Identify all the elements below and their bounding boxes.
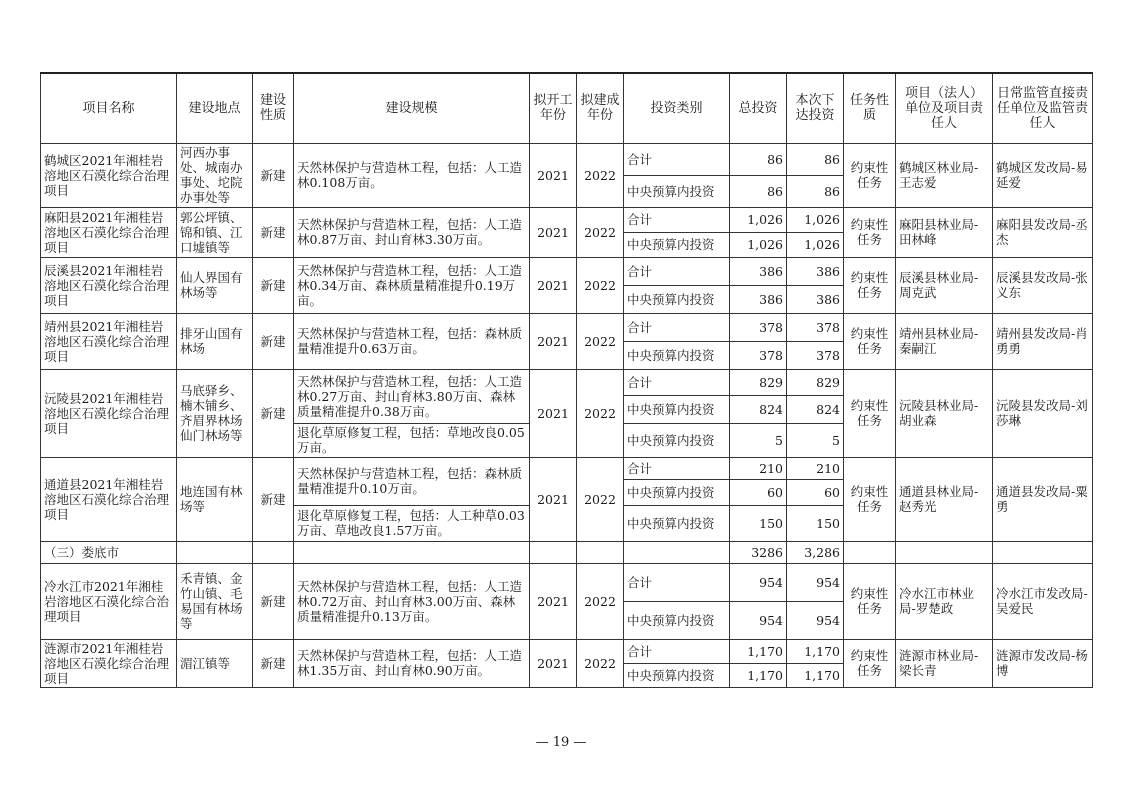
header-task-nature: 任务性质 [844, 73, 896, 143]
table-row [41, 639, 1093, 663]
project-scale: 天然林保护与营造林工程，包括：人工造林0.108万亩。 [294, 143, 530, 207]
responsible-unit: 通道县林业局-赵秀光 [896, 457, 993, 541]
supervisor-unit: 冷水江市发改局-吴爱民 [993, 563, 1093, 639]
start-year: 2021 [530, 143, 577, 207]
start-year: 2021 [530, 457, 577, 541]
section-row [41, 541, 1093, 563]
project-scale: 天然林保护与营造林工程，包括：人工造林0.34万亩、森林质量精准提升0.19万亩。 [294, 257, 530, 313]
total-investment: 386 [730, 257, 787, 285]
header-this-batch: 本次下达投资 [787, 73, 844, 143]
responsible-unit: 冷水江市林业局-罗楚政 [896, 563, 993, 639]
end-year: 2022 [577, 257, 624, 313]
project-location: 河西办事处、城南办事处、坨院办事处等 [177, 143, 253, 207]
header-nature: 建设性质 [253, 73, 294, 143]
responsible-unit: 辰溪县林业局-周克武 [896, 257, 993, 313]
project-nature: 新建 [253, 369, 294, 457]
project-scale: 天然林保护与营造林工程，包括：人工造林1.35万亩、封山育林0.90万亩。 [294, 639, 530, 687]
total-investment: 386 [730, 285, 787, 313]
supervisor-unit: 靖州县发改局-肖勇勇 [993, 313, 1093, 369]
total-investment: 378 [730, 341, 787, 369]
project-location: 湄江镇等 [177, 639, 253, 687]
project-scale: 天然林保护与营造林工程，包括：人工造林0.87万亩、封山育林3.30万亩。 [294, 207, 530, 257]
batch-investment: 378 [787, 313, 844, 341]
total-investment: 954 [730, 601, 787, 639]
batch-investment: 150 [787, 505, 844, 541]
supervisor-unit: 鹤城区发改局-易延爱 [993, 143, 1093, 207]
task-nature: 约束性任务 [844, 257, 896, 313]
invest-type: 中央预算内投资 [624, 601, 730, 639]
project-scale: 退化草原修复工程，包括：人工种草0.03万亩、草地改良1.57万亩。 [294, 505, 530, 541]
invest-type: 合计 [624, 257, 730, 285]
task-nature: 约束性任务 [844, 639, 896, 687]
table-row [41, 369, 1093, 395]
end-year: 2022 [577, 143, 624, 207]
invest-type: 合计 [624, 143, 730, 175]
responsible-unit: 靖州县林业局-秦嗣江 [896, 313, 993, 369]
section-label: （三）娄底市 [41, 541, 177, 563]
invest-type: 中央预算内投资 [624, 341, 730, 369]
start-year: 2021 [530, 313, 577, 369]
project-nature: 新建 [253, 457, 294, 541]
end-year: 2022 [577, 369, 624, 457]
batch-investment: 5 [787, 423, 844, 457]
total-investment: 1,026 [730, 207, 787, 232]
invest-type: 合计 [624, 563, 730, 601]
project-location: 仙人界国有林场等 [177, 257, 253, 313]
project-table [40, 72, 1093, 688]
header-location: 建设地点 [177, 73, 253, 143]
batch-investment: 824 [787, 395, 844, 423]
batch-investment: 1,026 [787, 207, 844, 232]
total-investment: 210 [730, 457, 787, 479]
total-investment: 60 [730, 479, 787, 505]
supervisor-unit: 涟源市发改局-杨博 [993, 639, 1093, 687]
batch-investment: 60 [787, 479, 844, 505]
project-name: 通道县2021年湘桂岩溶地区石漠化综合治理项目 [41, 457, 177, 541]
section-batch: 3,286 [787, 541, 844, 563]
batch-investment: 829 [787, 369, 844, 395]
table-row [41, 257, 1093, 285]
task-nature: 约束性任务 [844, 143, 896, 207]
invest-type: 中央预算内投资 [624, 423, 730, 457]
supervisor-unit: 麻阳县发改局-丞杰 [993, 207, 1093, 257]
project-location: 地连国有林场等 [177, 457, 253, 541]
header-supervisor: 日常监管直接责任单位及监管责任人 [993, 73, 1093, 143]
header-invest-type: 投资类别 [624, 73, 730, 143]
end-year: 2022 [577, 563, 624, 639]
invest-type: 中央预算内投资 [624, 175, 730, 207]
total-investment: 1,026 [730, 232, 787, 257]
project-location: 马底驿乡、楠木铺乡、齐眉界林场仙门林场等 [177, 369, 253, 457]
project-nature: 新建 [253, 257, 294, 313]
start-year: 2021 [530, 563, 577, 639]
total-investment: 378 [730, 313, 787, 341]
batch-investment: 386 [787, 257, 844, 285]
supervisor-unit: 辰溪县发改局-张义东 [993, 257, 1093, 313]
total-investment: 86 [730, 175, 787, 207]
batch-investment: 1,170 [787, 663, 844, 687]
project-name: 麻阳县2021年湘桂岩溶地区石漠化综合治理项目 [41, 207, 177, 257]
supervisor-unit: 通道县发改局-粟勇 [993, 457, 1093, 541]
project-nature: 新建 [253, 143, 294, 207]
project-location: 排牙山国有林场 [177, 313, 253, 369]
project-scale: 天然林保护与营造林工程，包括：人工造林0.72万亩、封山育林3.00万亩、森林质量精准提升0.13万亩。 [294, 563, 530, 639]
project-name: 辰溪县2021年湘桂岩溶地区石漠化综合治理项目 [41, 257, 177, 313]
start-year: 2021 [530, 639, 577, 687]
end-year: 2022 [577, 639, 624, 687]
batch-investment: 954 [787, 601, 844, 639]
header-total: 总投资 [730, 73, 787, 143]
start-year: 2021 [530, 257, 577, 313]
start-year: 2021 [530, 369, 577, 457]
responsible-unit: 麻阳县林业局-田林峰 [896, 207, 993, 257]
supervisor-unit: 沅陵县发改局-刘莎琳 [993, 369, 1093, 457]
header-unit: 项目（法人）单位及项目责任人 [896, 73, 993, 143]
invest-type: 中央预算内投资 [624, 395, 730, 423]
responsible-unit: 沅陵县林业局-胡业森 [896, 369, 993, 457]
project-location: 郭公坪镇、锦和镇、江口墟镇等 [177, 207, 253, 257]
total-investment: 86 [730, 143, 787, 175]
header-end-year: 拟建成年份 [577, 73, 624, 143]
project-location: 禾青镇、金竹山镇、毛易国有林场等 [177, 563, 253, 639]
invest-type: 中央预算内投资 [624, 232, 730, 257]
total-investment: 829 [730, 369, 787, 395]
table-row [41, 313, 1093, 341]
batch-investment: 378 [787, 341, 844, 369]
end-year: 2022 [577, 207, 624, 257]
project-nature: 新建 [253, 313, 294, 369]
section-total: 3286 [730, 541, 787, 563]
table-row [41, 563, 1093, 601]
responsible-unit: 鹤城区林业局-王志爱 [896, 143, 993, 207]
page-number: — 19 — [535, 735, 587, 750]
total-investment: 150 [730, 505, 787, 541]
invest-type: 中央预算内投资 [624, 285, 730, 313]
header-row [41, 73, 1093, 143]
batch-investment: 86 [787, 143, 844, 175]
total-investment: 5 [730, 423, 787, 457]
invest-type: 中央预算内投资 [624, 505, 730, 541]
total-investment: 954 [730, 563, 787, 601]
batch-investment: 954 [787, 563, 844, 601]
invest-type: 中央预算内投资 [624, 663, 730, 687]
project-name: 鹤城区2021年湘桂岩溶地区石漠化综合治理项目 [41, 143, 177, 207]
total-investment: 824 [730, 395, 787, 423]
batch-investment: 1,026 [787, 232, 844, 257]
header-name: 项目名称 [41, 73, 177, 143]
project-name: 涟源市2021年湘桂岩溶地区石漠化综合治理项目 [41, 639, 177, 687]
project-nature: 新建 [253, 563, 294, 639]
invest-type: 合计 [624, 369, 730, 395]
project-scale: 天然林保护与营造林工程，包括：森林质量精准提升0.63万亩。 [294, 313, 530, 369]
document-sheet [40, 72, 1092, 688]
invest-type: 合计 [624, 639, 730, 663]
project-nature: 新建 [253, 639, 294, 687]
batch-investment: 1,170 [787, 639, 844, 663]
project-nature: 新建 [253, 207, 294, 257]
invest-type: 合计 [624, 313, 730, 341]
header-start-year: 拟开工年份 [530, 73, 577, 143]
table-row [41, 143, 1093, 175]
project-name: 沅陵县2021年湘桂岩溶地区石漠化综合治理项目 [41, 369, 177, 457]
invest-type: 中央预算内投资 [624, 479, 730, 505]
batch-investment: 210 [787, 457, 844, 479]
task-nature: 约束性任务 [844, 313, 896, 369]
end-year: 2022 [577, 313, 624, 369]
table-row [41, 457, 1093, 479]
total-investment: 1,170 [730, 663, 787, 687]
batch-investment: 86 [787, 175, 844, 207]
task-nature: 约束性任务 [844, 563, 896, 639]
table-row [41, 207, 1093, 232]
start-year: 2021 [530, 207, 577, 257]
invest-type: 合计 [624, 457, 730, 479]
task-nature: 约束性任务 [844, 369, 896, 457]
project-name: 靖州县2021年湘桂岩溶地区石漠化综合治理项目 [41, 313, 177, 369]
project-scale: 天然林保护与营造林工程，包括：森林质量精准提升0.10万亩。 [294, 457, 530, 505]
batch-investment: 386 [787, 285, 844, 313]
header-scale: 建设规模 [294, 73, 530, 143]
responsible-unit: 涟源市林业局-梁长青 [896, 639, 993, 687]
end-year: 2022 [577, 457, 624, 541]
project-scale: 天然林保护与营造林工程，包括：人工造林0.27万亩、封山育林3.80万亩、森林质量精准提升0.38万亩。 [294, 369, 530, 423]
task-nature: 约束性任务 [844, 457, 896, 541]
task-nature: 约束性任务 [844, 207, 896, 257]
project-name: 冷水江市2021年湘桂岩溶地区石漠化综合治理项目 [41, 563, 177, 639]
invest-type: 合计 [624, 207, 730, 232]
total-investment: 1,170 [730, 639, 787, 663]
project-scale: 退化草原修复工程，包括：草地改良0.05万亩。 [294, 423, 530, 457]
